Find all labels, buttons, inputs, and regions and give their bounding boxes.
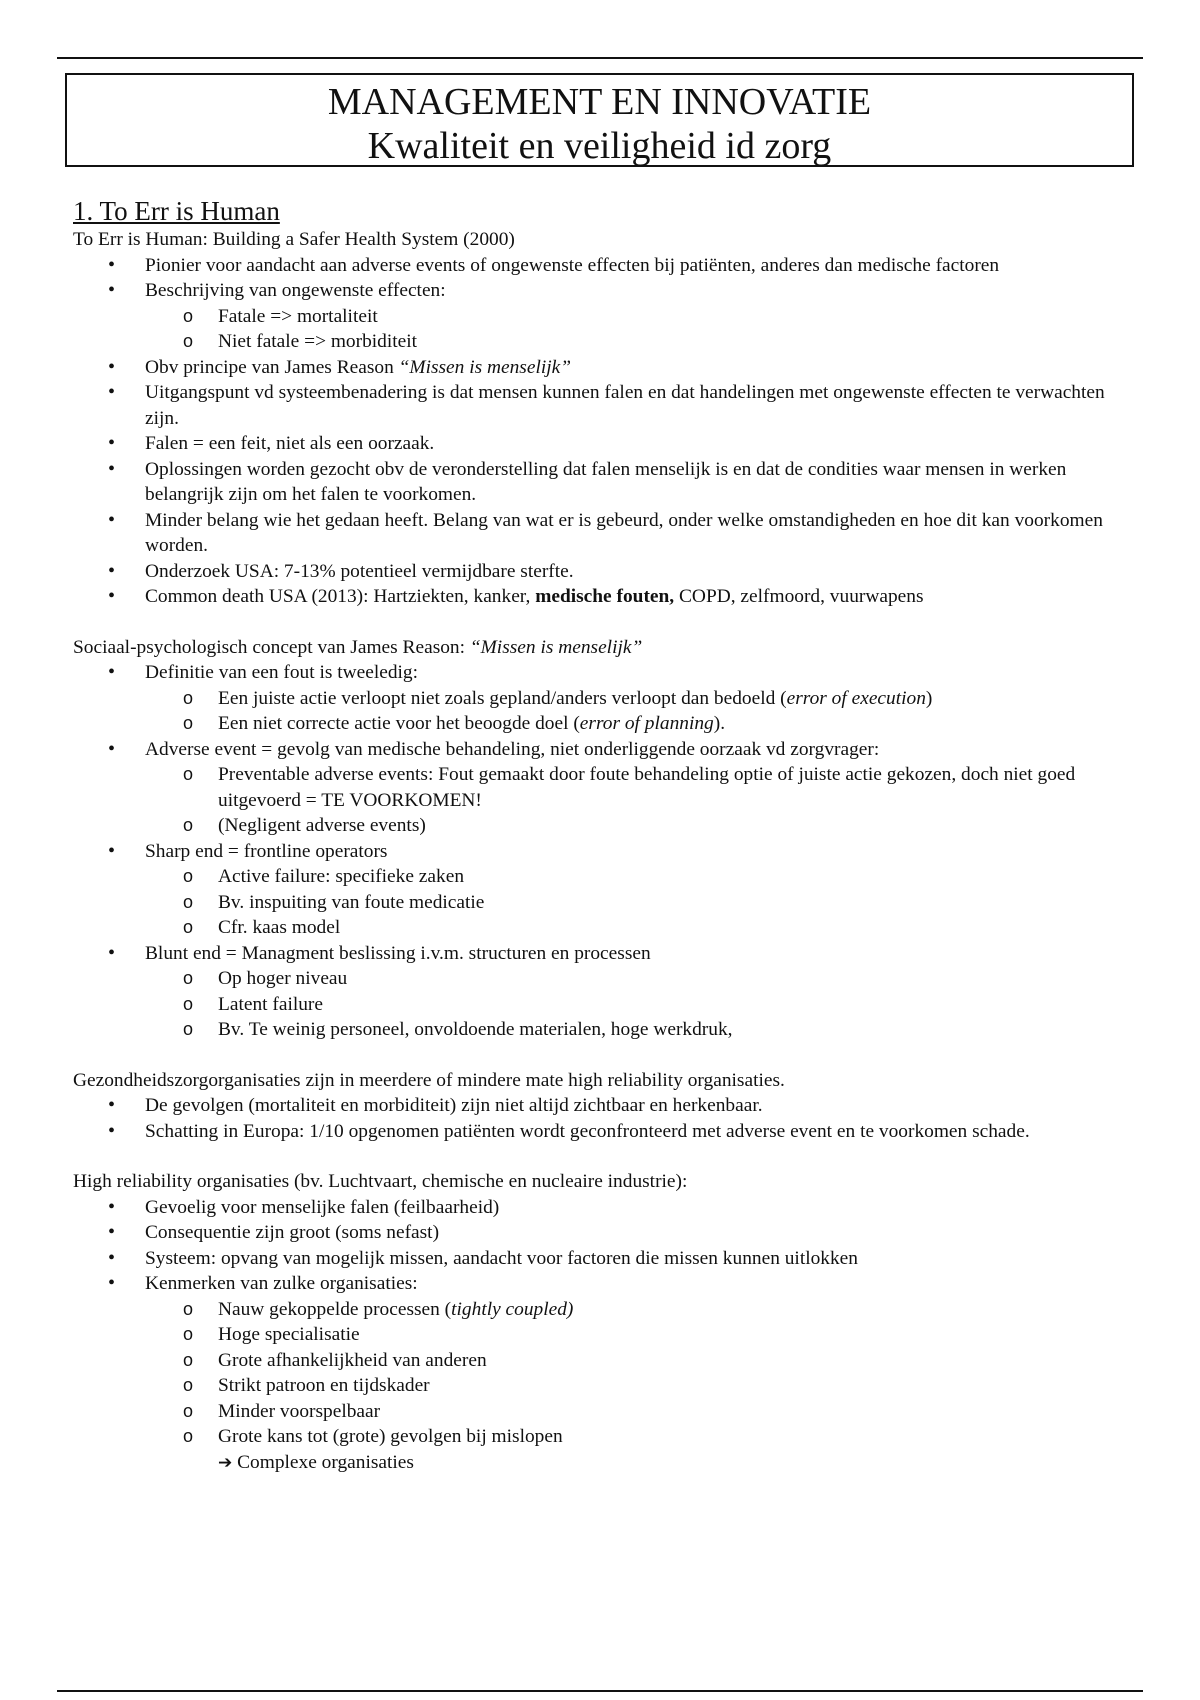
sub-item-text: )	[925, 687, 933, 709]
italic-term: error of planning	[579, 713, 714, 734]
sub-list-item: o Grote afhankelijkheid van anderen	[218, 1348, 1138, 1374]
list-item-text: Obv principe van James Reason	[145, 356, 399, 378]
list-item	[145, 1271, 1138, 1450]
list-item-text: Sharp end = frontline operators	[145, 840, 388, 862]
sub-list-item: o Minder voorspelbaar	[218, 1399, 1138, 1425]
sub-list-item: o (Negligent adverse events)	[218, 813, 1138, 839]
list-item	[145, 660, 1138, 737]
conclusion-line	[73, 1450, 1138, 1477]
section-heading: 1. To Err is Human	[73, 196, 280, 226]
list-item: • Consequentie zijn groot (soms nefast)	[145, 1220, 1138, 1246]
italic-quote: “Missen is menselijk”	[469, 636, 643, 658]
sub-list	[145, 304, 1138, 355]
list-item: • Schatting in Europa: 1/10 opgenomen patiënten wordt geconfronteerd met adverse event en te voorkomen schade.	[145, 1119, 1138, 1145]
list-item-text: COPD, zelfmoord, vuurwapens	[674, 586, 924, 607]
sub-list-item: o Bv. inspuiting van foute medicatie	[218, 890, 1138, 916]
sub-list	[145, 1297, 1138, 1450]
sub-list-item: o Grote kans tot (grote) gevolgen bij mislopen	[218, 1424, 1138, 1450]
list-item	[145, 737, 1138, 839]
sub-list-item: o Active failure: specifieke zaken	[218, 864, 1138, 890]
sub-item-text: Een juiste actie verloopt niet zoals gepland/anders verloopt dan bedoeld (	[218, 687, 787, 709]
sub-list-item: o Preventable adverse events: Fout gemaakt door foute behandeling optie of juiste actie gekozen, doch niet goed uitgevoerd = TE VOORKOMEN!	[218, 762, 1138, 813]
list-item	[145, 839, 1138, 941]
title-box	[65, 73, 1134, 167]
list-item	[145, 278, 1138, 355]
sub-list-item: o Strikt patroon en tijdskader	[218, 1373, 1138, 1399]
spacer	[73, 1144, 1138, 1169]
list-item: • Pionier voor aandacht aan adverse events of ongewenste effecten bij patiënten, anderes dan medische factoren	[145, 253, 1138, 279]
spacer	[73, 610, 1138, 635]
list-item: • Gevoelig voor menselijke falen (feilbaarheid)	[145, 1195, 1138, 1221]
conclusion-text: Complexe organisaties	[237, 1451, 414, 1473]
spacer	[73, 1043, 1138, 1068]
list-item-text: Adverse event = gevolg van medische behandeling, niet onderliggende oorzaak vd zorgvrager:	[145, 738, 880, 760]
sub-list-item: o Hoge specialisatie	[218, 1322, 1138, 1348]
bold-text: medische fouten,	[535, 586, 675, 607]
bottom-rule	[57, 1690, 1143, 1692]
list-item: • Minder belang wie het gedaan heeft. Belang van wat er is gebeurd, onder welke omstandigheden en hoe dit kan voorkomen worden.	[145, 508, 1138, 559]
sub-list	[145, 762, 1138, 839]
section-intro: High reliability organisaties (bv. Luchtvaart, chemische en nucleaire industrie):	[73, 1171, 688, 1192]
list-item	[145, 941, 1138, 1043]
document-body	[73, 196, 1138, 1476]
bullet-list	[73, 253, 1138, 610]
list-item	[145, 355, 1138, 381]
list-item: • Systeem: opvang van mogelijk missen, aandacht voor factoren die missen kunnen uitlokken	[145, 1246, 1138, 1272]
sub-list-item	[218, 686, 1138, 712]
sub-list	[145, 966, 1138, 1043]
section-intro	[73, 635, 1138, 661]
intro-text: Sociaal-psychologisch concept van James Reason:	[73, 636, 470, 658]
list-item-text: Beschrijving van ongewenste effecten:	[145, 280, 446, 301]
section-intro: To Err is Human: Building a Safer Health System (2000)	[73, 229, 515, 250]
list-item: • De gevolgen (mortaliteit en morbiditeit) zijn niet altijd zichtbaar en herkenbaar.	[145, 1093, 1138, 1119]
italic-quote: “Missen is menselijk”	[398, 356, 571, 378]
list-item-text: Definitie van een fout is tweeledig:	[145, 662, 418, 683]
list-item: • Onderzoek USA: 7-13% potentieel vermijdbare sterfte.	[145, 559, 1138, 585]
sub-list-item: o Bv. Te weinig personeel, onvoldoende materialen, hoge werkdruk,	[218, 1017, 1138, 1043]
sub-list-item: o Niet fatale => morbiditeit	[218, 329, 1138, 355]
sub-item-text: ).	[713, 713, 726, 734]
sub-list	[145, 686, 1138, 737]
list-item-text: Kenmerken van zulke organisaties:	[145, 1273, 418, 1294]
section-intro: Gezondheidszorgorganisaties zijn in meerdere of mindere mate high reliability organisaties.	[73, 1069, 785, 1091]
list-item-text: Common death USA (2013): Hartziekten, kanker,	[145, 586, 536, 607]
italic-term: error of execution	[786, 687, 926, 709]
sub-list-item: o Fatale => mortaliteit	[218, 304, 1138, 330]
sub-item-text: Een niet correcte actie voor het beoogde doel (	[218, 713, 580, 734]
document-subtitle: Kwaliteit en veiligheid id zorg	[367, 125, 832, 167]
top-rule	[57, 57, 1143, 59]
bullet-list	[73, 1195, 1138, 1450]
sub-list-item: o Op hoger niveau	[218, 966, 1138, 992]
bullet-list	[73, 660, 1138, 1043]
sub-item-text: Nauw gekoppelde processen (	[218, 1298, 452, 1320]
list-item: • Uitgangspunt vd systeembenadering is dat mensen kunnen falen en dat handelingen met ongewenste effecten te verwachten zijn.	[145, 380, 1138, 431]
list-item: • Oplossingen worden gezocht obv de veronderstelling dat falen menselijk is en dat de condities waar mensen in werken belangrijk zijn om het falen te voorkomen.	[145, 457, 1138, 508]
document-title: MANAGEMENT EN INNOVATIE	[327, 81, 872, 123]
bullet-list	[73, 1093, 1138, 1144]
right-arrow-icon: ➔	[218, 1452, 233, 1473]
sub-list-item	[218, 711, 1138, 737]
sub-list-item: o Cfr. kaas model	[218, 915, 1138, 941]
sub-list-item: o Latent failure	[218, 992, 1138, 1018]
italic-term: tightly coupled)	[451, 1298, 574, 1320]
list-item	[145, 584, 1138, 610]
sub-list	[145, 864, 1138, 941]
sub-list-item	[218, 1297, 1138, 1323]
list-item-text: Blunt end = Managment beslissing i.v.m. structuren en processen	[145, 942, 651, 964]
list-item: • Falen = een feit, niet als een oorzaak.	[145, 431, 1138, 457]
